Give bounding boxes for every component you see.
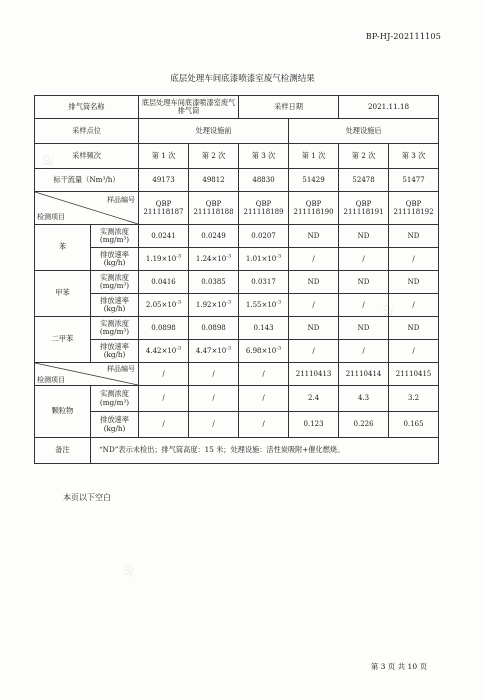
rate-cell: 0.165 [389, 412, 439, 438]
rate-cell: / [139, 412, 189, 438]
watermark: ⚘ [114, 557, 144, 587]
rate-cell: 0.123 [289, 412, 339, 438]
rate-label: 排放速率 (kg/h) [91, 294, 139, 317]
sample-number-label: 样品编号 [107, 365, 136, 373]
rate-cell: $1.92\times 10^{-3}$ [189, 294, 239, 317]
freq-cell: 第 2 次 [339, 144, 389, 169]
detection-item-label: 检测项目 [37, 212, 65, 221]
rate-cell: / [289, 340, 339, 363]
rate-cell: / [289, 248, 339, 271]
sample-point-row [35, 119, 439, 144]
sample-number-cell: QBP 211118188 [189, 192, 239, 225]
conc-cell: ND [389, 225, 439, 248]
report-title: 底层处理车间底漆喷漆室废气检测结果 [170, 74, 315, 84]
sample-number-cell: QBP 211118190 [289, 192, 339, 225]
flow-row [35, 169, 439, 192]
benzene-conc-row [35, 225, 439, 248]
freq-cell: 第 1 次 [289, 144, 339, 169]
detection-item-label: 检测项目 [37, 375, 65, 384]
conc-cell: 0.0317 [239, 271, 289, 294]
sample-number-cell: 21110414 [339, 363, 389, 386]
rate-cell: / [289, 294, 339, 317]
rate-cell: $4.47\times 10^{-3}$ [189, 340, 239, 363]
rate-cell: / [239, 412, 289, 438]
conc-cell: ND [339, 271, 389, 294]
blank-page-note: 本页以下空白 [63, 493, 111, 502]
stack-name-value: 底层处理车间底漆喷漆室废气排气筒 [139, 96, 239, 119]
conc-label: 实测浓度 (mg/m³) [91, 317, 139, 340]
flow-cell: 51429 [289, 169, 339, 192]
remark-text: “ND”表示未检出；排气筒高度：15 米；处理设施：活性炭吸附+催化燃烧。 [91, 438, 439, 464]
flow-cell: 49812 [189, 169, 239, 192]
remark-label: 备注 [35, 438, 91, 464]
conc-cell: ND [289, 271, 339, 294]
conc-label: 实测浓度 (mg/m³) [91, 271, 139, 294]
page-number: 第 3 页 共 10 页 [370, 662, 427, 671]
toluene-conc-row [35, 271, 439, 294]
conc-cell: 0.0898 [139, 317, 189, 340]
sample-number-cell: QBP 211118191 [339, 192, 389, 225]
conc-cell: 0.0385 [189, 271, 239, 294]
flow-cell: 51477 [389, 169, 439, 192]
frequency-row [35, 144, 439, 169]
rate-cell: $1.24\times 10^{-3}$ [189, 248, 239, 271]
flow-cell: 48830 [239, 169, 289, 192]
results-table [34, 95, 439, 464]
pollutant-name: 颗粒物 [35, 386, 91, 438]
conc-cell: ND [339, 317, 389, 340]
conc-cell: / [139, 386, 189, 412]
diagonal-header-cell [35, 363, 139, 386]
rate-cell: / [389, 340, 439, 363]
conc-cell: 0.0249 [189, 225, 239, 248]
toluene-rate-row [35, 294, 439, 317]
sample-date-label: 采样日期 [239, 96, 339, 119]
rate-cell: $2.05\times 10^{-3}$ [139, 294, 189, 317]
sample-number-cell: QBP 211118189 [239, 192, 289, 225]
flow-label: 标干流量（Nm³/h） [35, 169, 139, 192]
pollutant-name: 甲苯 [35, 271, 91, 317]
document-number: BP-HJ-202111105 [365, 32, 441, 41]
sample-number-cell: QBP 211118187 [139, 192, 189, 225]
stack-name-label: 排气筒名称 [35, 96, 139, 119]
watermark: ⚘ [34, 147, 64, 177]
sample-date-value: 2021.11.18 [339, 96, 439, 119]
conc-cell: 3.2 [389, 386, 439, 412]
watermark: ⚘ [374, 297, 404, 327]
flow-cell: 52478 [339, 169, 389, 192]
pollutant-name: 苯 [35, 225, 91, 271]
frequency-label: 采样频次 [35, 144, 139, 169]
conc-cell: 0.143 [239, 317, 289, 340]
rate-cell: $6.98\times 10^{-3}$ [239, 340, 289, 363]
rate-cell: / [189, 412, 239, 438]
remark-row [35, 438, 439, 464]
sample-number-cell: QBP 211118192 [389, 192, 439, 225]
sample-number-cell: / [239, 363, 289, 386]
conc-cell: ND [339, 225, 389, 248]
particulate-conc-row [35, 386, 439, 412]
diagonal-header-cell [35, 192, 139, 225]
rate-label: 排放速率 (kg/h) [91, 248, 139, 271]
after-label: 处理设施后 [289, 119, 439, 144]
freq-cell: 第 1 次 [139, 144, 189, 169]
before-label: 处理设施前 [139, 119, 289, 144]
pollutant-name: 二甲苯 [35, 317, 91, 363]
conc-cell: ND [289, 317, 339, 340]
conc-cell: ND [389, 271, 439, 294]
freq-cell: 第 3 次 [239, 144, 289, 169]
rate-cell: / [389, 248, 439, 271]
rate-cell: $1.55\times 10^{-3}$ [239, 294, 289, 317]
sample-number-cell: / [139, 363, 189, 386]
conc-cell: ND [289, 225, 339, 248]
conc-cell: / [189, 386, 239, 412]
sample-number-cell: / [189, 363, 239, 386]
freq-cell: 第 2 次 [189, 144, 239, 169]
sample-number-cell: 21110415 [389, 363, 439, 386]
conc-cell: / [239, 386, 289, 412]
rate-cell: / [339, 248, 389, 271]
conc-cell: 2.4 [289, 386, 339, 412]
conc-cell: 0.0241 [139, 225, 189, 248]
xylene-rate-row [35, 340, 439, 363]
conc-label: 实测浓度 (mg/m³) [91, 225, 139, 248]
flow-cell: 49173 [139, 169, 189, 192]
rate-cell: $4.42\times 10^{-3}$ [139, 340, 189, 363]
rate-cell: / [389, 294, 439, 317]
stack-row [35, 96, 439, 119]
rate-cell: $1.19\times 10^{-3}$ [139, 248, 189, 271]
rate-label: 排放速率 (kg/h) [91, 412, 139, 438]
rate-cell: 0.226 [339, 412, 389, 438]
particulate-sample-number-row [35, 363, 439, 386]
freq-cell: 第 3 次 [389, 144, 439, 169]
conc-cell: 0.0416 [139, 271, 189, 294]
sample-number-cell: 21110413 [289, 363, 339, 386]
conc-label: 实测浓度 (mg/m³) [91, 386, 139, 412]
sample-number-row [35, 192, 439, 225]
conc-cell: 0.0898 [189, 317, 239, 340]
conc-cell: 0.0207 [239, 225, 289, 248]
rate-cell: $1.01\times 10^{-3}$ [239, 248, 289, 271]
benzene-rate-row [35, 248, 439, 271]
sample-number-label: 样品编号 [107, 196, 136, 204]
rate-label: 排放速率 (kg/h) [91, 340, 139, 363]
xylene-conc-row [35, 317, 439, 340]
rate-cell: / [339, 294, 389, 317]
conc-cell: ND [389, 317, 439, 340]
rate-cell: / [339, 340, 389, 363]
sample-point-label: 采样点位 [35, 119, 139, 144]
particulate-rate-row [35, 412, 439, 438]
conc-cell: 4.3 [339, 386, 389, 412]
